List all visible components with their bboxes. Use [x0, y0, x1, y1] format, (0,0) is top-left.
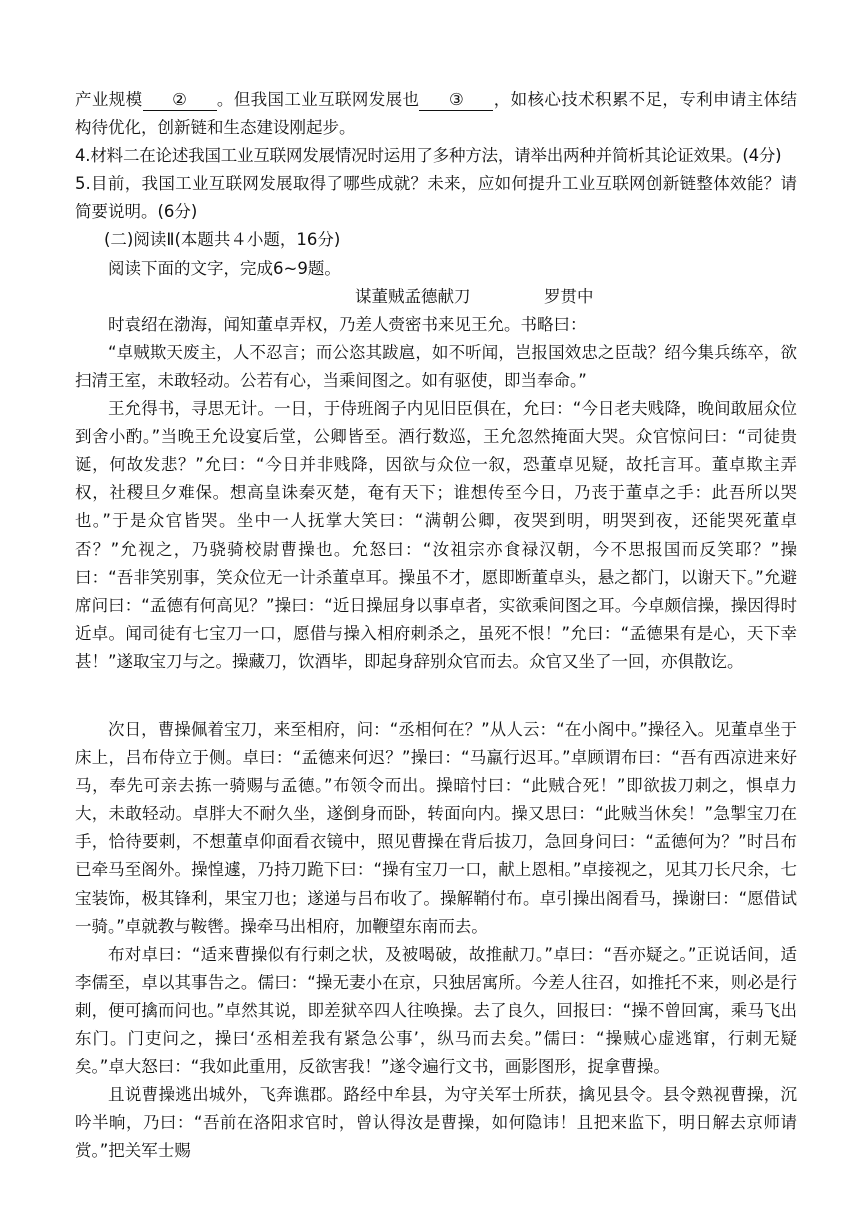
fill-in-passage [75, 86, 797, 142]
passage-title-line [75, 283, 797, 311]
paragraph: 次日，曹操佩着宝刀，来至相府，问：“丞相何在？”从人云：“在小阁中。”操径入。见董卓坐于床上，吕布侍立于侧。卓曰：“孟德来何迟？”操曰：“马羸行迟耳。”卓顾谓布曰：“吾有西凉进来好马，奉先可亲去拣一骑赐与孟德。”布领令而出。操暗忖曰：“此贼合死！”即欲拔刀刺之，惧卓力大，未敢轻动。卓胖大不耐久坐，遂倒身而卧，转面向内。操又思曰：“此贼当休矣！”急掣宝刀在手，恰待要刺，不想董卓仰面看衣镜中，照见曹操在背后拔刀，急回身问曰：“孟德何为？”时吕布已牵马至阁外。操惶遽，乃持刀跪下曰：“操有宝刀一口，献上恩相。”卓接视之，见其刀长尺余，七宝装饰，极其锋利，果宝刀也；遂递与吕布收了。操解鞘付布。卓引操出阁看马，操谢曰：“愿借试一骑。”卓就教与鞍辔。操牵马出相府，加鞭望东南而去。 [75, 719, 797, 936]
blank-2: ② [143, 90, 217, 111]
fill-text-3: ，如核心技术积累不足，专利申请主体结构待优化，创新链和生态建设刚起步。 [75, 90, 798, 138]
fill-text-2: 。但我国工业互联网发展也 [216, 90, 420, 109]
document-body [75, 86, 797, 1165]
reading-instruction: 阅读下面的文字，完成6~9题。 [108, 258, 341, 278]
paragraph: 时袁绍在渤海，闻知董卓弄权，乃差人赍密书来见王允。书略曰： [108, 314, 587, 334]
paragraph-gap [75, 676, 797, 716]
paragraph: “卓贼欺天废主，人不忍言；而公恣其跋扈，如不听闻，岂报国效忠之臣哉？绍今集兵练卒，欲扫清王室，未敢轻动。公若有心，当乘间图之。如有驱使，即当奉命。” [75, 342, 797, 390]
question-5: 5.目前，我国工业互联网发展取得了哪些成就？未来，应如何提升工业互联网创新链整体效能？请简要说明。(6分) [75, 174, 797, 222]
paragraph: 且说曹操逃出城外，飞奔谯郡。路经中牟县，为守关军士所获，擒见县令。县令熟视曹操，沉吟半晌，乃曰：“吾前在洛阳求官时，曾认得汝是曹操，如何隐讳！且把来监下，明日解去京师请赏。”把关军士赐 [75, 1085, 797, 1161]
section-heading: (二)阅读Ⅱ(本题共４小题，16分) [104, 230, 341, 250]
fill-text-1: 产业规模 [75, 90, 143, 109]
paragraph: 布对卓曰：“适来曹操似有行刺之状，及被喝破，故推献刀。”卓曰：“吾亦疑之。”正说话间，适李儒至，卓以其事告之。儒曰：“操无妻小在京，只独居寓所。今差人往召，如推托不来，则必是行刺，便可擒而问也。”卓然其说，即差狱卒四人往唤操。去了良久，回报曰：“操不曾回寓，乘马飞出东门。门吏问之，操曰‘丞相差我有紧急公事’，纵马而去矣。”儒曰：“操贼心虚逃窜，行刺无疑矣。”卓大怒曰：“我如此重用，反欲害我！”遂令遍行文书，画影图形，捉拿曹操。 [75, 944, 797, 1077]
question-4: 4.材料二在论述我国工业互联网发展情况时运用了多种方法，请举出两种并简析其论证效果。(4分) [75, 146, 782, 166]
blank-3: ③ [419, 90, 493, 111]
passage-title: 谋董贼孟德献刀 [355, 286, 471, 306]
paragraph: 王允得书，寻思无计。一日，于侍班阁子内见旧臣俱在，允曰：“今日老夫贱降，晚间敢屈众位到舍小酌。”当晚王允设宴后堂，公卿皆至。酒行数巡，王允忽然掩面大哭。众官惊问曰：“司徒贵诞，何故发悲？”允曰：“今日并非贱降，因欲与众位一叙，恐董卓见疑，故托言耳。董卓欺主弄权，社稷旦夕难保。想高皇诛秦灭楚，奄有天下；谁想传至今日，乃丧于董卓之手：此吾所以哭也。”于是众官皆哭。坐中一人抚掌大笑曰：“满朝公卿，夜哭到明，明哭到夜，还能哭死董卓否？”允视之，乃骁骑校尉曹操也。允怒曰：“汝祖宗亦食禄汉朝，今不思报国而反笑耶？”操曰：“吾非笑别事，笑众位无一计杀董卓耳。操虽不才，愿即断董卓头，悬之都门，以谢天下。”允避席问曰：“孟德有何高见？”操曰：“近日操屈身以事卓者，实欲乘间图之耳。今卓颇信操，操因得时近卓。闻司徒有七宝刀一口，愿借与操入相府刺杀之，虽死不恨！”允曰：“孟德果有是心，天下幸甚！”遂取宝刀与之。操藏刀，饮酒毕，即起身辞别众官而去。众官又坐了一回，亦俱散讫。 [75, 399, 797, 671]
passage-author: 罗贯中 [543, 286, 594, 306]
